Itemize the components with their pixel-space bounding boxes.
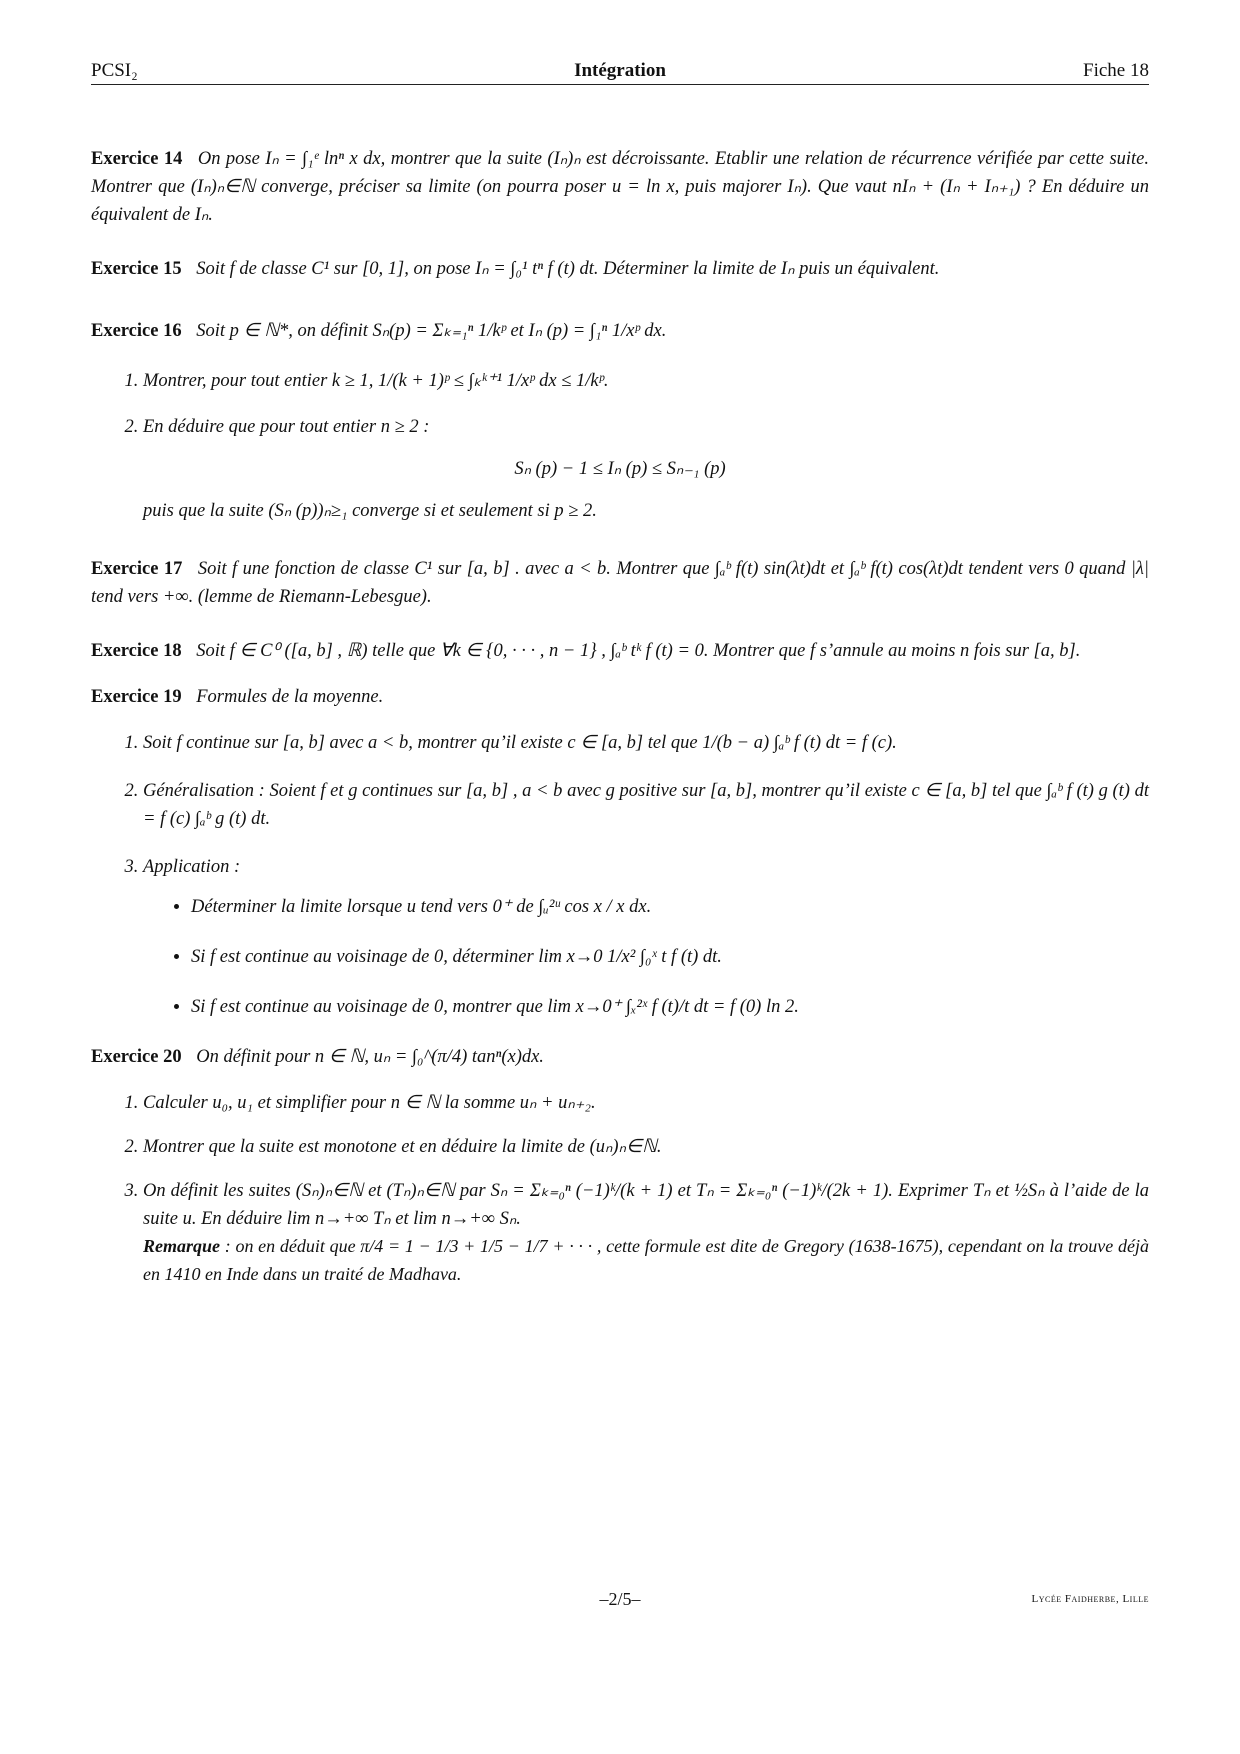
header-title: Intégration xyxy=(574,60,666,81)
remark-label: Remarque xyxy=(143,1236,221,1256)
page-header xyxy=(91,58,1149,86)
question-continuation: puis que la suite (Sₙ (p))ₙ≥₁ converge si et seulement si p ≥ 2. xyxy=(143,501,597,521)
exercise-title: Exercice 15 xyxy=(91,259,182,279)
exercise-text: Soit f ∈ C⁰ ([a, b] , ℝ) telle que ∀k ∈ {0, · · · , n − 1} , ∫ₐᵇ tᵏ f (t) = 0. Montrer que f s’annule au moins n fois sur [a, b]. xyxy=(196,641,1081,661)
question-list xyxy=(91,729,1149,881)
page-number: –2/5– xyxy=(599,1589,641,1609)
exercise-14 xyxy=(91,145,1149,229)
exercise-list xyxy=(91,145,1149,1306)
display-inequality: Sₙ (p) − 1 ≤ Iₙ (p) ≤ Sₙ₋₁ (p) xyxy=(514,459,726,479)
question-item: 2. Généralisation : Soient f et g continues sur [a, b] , a < b avec g positive sur [a, b], montrer qu’il existe c ∈ [a, b] tel que ∫ₐᵇ f (t) g (t) dt = f (c) ∫ₐᵇ g (t) dt. xyxy=(143,777,1149,833)
exercise-title: Exercice 17 xyxy=(91,559,183,579)
question-item: 1. Calculer u₀, u₁ et simplifier pour n ∈ ℕ la somme uₙ + uₙ₊₂. xyxy=(143,1089,1149,1117)
school-name: Lycée Faidherbe, Lille xyxy=(1031,1593,1149,1605)
question-item: 1. Montrer, pour tout entier k ≥ 1, 1/(k + 1)ᵖ ≤ ∫ₖᵏ⁺¹ 1/xᵖ dx ≤ 1/kᵖ. xyxy=(143,367,1149,395)
exercise-16 xyxy=(91,317,1149,525)
question-text: On définit les suites (Sₙ)ₙ∈ℕ et (Tₙ)ₙ∈ℕ par Sₙ = Σₖ₌₀ⁿ (−1)ᵏ/(k + 1) et Tₙ = Σₖ₌₀ⁿ (−1)ᵏ/(2k + 1). Exprimer Tₙ et ½Sₙ à l’aide de la suite u. En déduire lim n→+∞ Tₙ et lim n→+∞ Sₙ. xyxy=(143,1181,1149,1229)
remark xyxy=(143,1236,1149,1284)
question-item: 2. Montrer que la suite est monotone et en déduire la limite de (uₙ)ₙ∈ℕ. xyxy=(143,1133,1149,1161)
question-item xyxy=(143,1177,1149,1289)
exercise-title: Exercice 14 xyxy=(91,149,183,169)
header-rule xyxy=(91,84,1149,85)
exercise-17 xyxy=(91,555,1149,611)
remark-text: : on en déduit que π/4 = 1 − 1/3 + 1/5 − 1/7 + · · · , cette formule est dite de Gregory (1638-1675), cependant on la trouve déjà en 1410 en Inde dans un traité de Madhava. xyxy=(143,1236,1149,1284)
question-list xyxy=(91,367,1149,441)
application-item: • Si f est continue au voisinage de 0, déterminer lim x→0 1/x² ∫₀ˣ t f (t) dt. xyxy=(191,943,1149,971)
exercise-19 xyxy=(91,683,1149,1021)
exercise-text: Soit p ∈ ℕ*, on définit Sₙ(p) = Σₖ₌₁ⁿ 1/kᵖ et Iₙ (p) = ∫₁ⁿ 1/xᵖ dx. xyxy=(196,321,667,341)
question-item: 2. En déduire que pour tout entier n ≥ 2 : xyxy=(143,413,1149,441)
exercise-text: On pose Iₙ = ∫₁ᵉ lnⁿ x dx, montrer que la suite (Iₙ)ₙ est décroissante. Etablir une relation de récurrence vérifiée par cette suite. Montrer que (Iₙ)ₙ∈ℕ converge, préciser sa limite (on pourra poser u = ln x, puis majorer Iₙ). Que vaut nIₙ + (Iₙ + Iₙ₊₁) ? En déduire un équivalent de Iₙ. xyxy=(91,149,1150,225)
question-item: 3. Application : xyxy=(143,853,1149,881)
exercise-title: Exercice 16 xyxy=(91,321,182,341)
exercise-title: Exercice 19 xyxy=(91,687,182,707)
question-list xyxy=(91,1089,1149,1289)
exercise-text: Soit f une fonction de classe C¹ sur [a, b] . avec a < b. Montrer que ∫ₐᵇ f(t) sin(λt)dt et ∫ₐᵇ f(t) cos(λt)dt tendent vers 0 quand |λ| tend vers +∞. (lemme de Riemann-Lebesgue). xyxy=(91,559,1150,607)
application-item: • Si f est continue au voisinage de 0, montrer que lim x→0⁺ ∫ₓ²ˣ f (t)/t dt = f (0) ln 2. xyxy=(191,993,1149,1021)
application-list xyxy=(143,893,1149,1021)
header-sheet: Fiche 18 xyxy=(1083,60,1149,81)
header-class: PCSI₂ xyxy=(91,60,138,81)
exercise-18 xyxy=(91,637,1149,665)
question-item: 1. Soit f continue sur [a, b] avec a < b, montrer qu’il existe c ∈ [a, b] tel que 1/(b − a) ∫ₐᵇ f (t) dt = f (c). xyxy=(143,729,1149,757)
exercise-text: On définit pour n ∈ ℕ, uₙ = ∫₀^(π/4) tanⁿ(x)dx. xyxy=(196,1047,544,1067)
exercise-20 xyxy=(91,1043,1149,1289)
exercise-title: Exercice 18 xyxy=(91,641,182,661)
exercise-text: Formules de la moyenne. xyxy=(196,687,384,707)
application-item: • Déterminer la limite lorsque u tend vers 0⁺ de ∫ᵤ²ᵘ cos x / x dx. xyxy=(191,893,1149,921)
exercise-text: Soit f de classe C¹ sur [0, 1], on pose Iₙ = ∫₀¹ tⁿ f (t) dt. Déterminer la limite de Iₙ puis un équivalent. xyxy=(196,259,940,279)
exercise-15 xyxy=(91,255,1149,283)
exercise-title: Exercice 20 xyxy=(91,1047,182,1067)
